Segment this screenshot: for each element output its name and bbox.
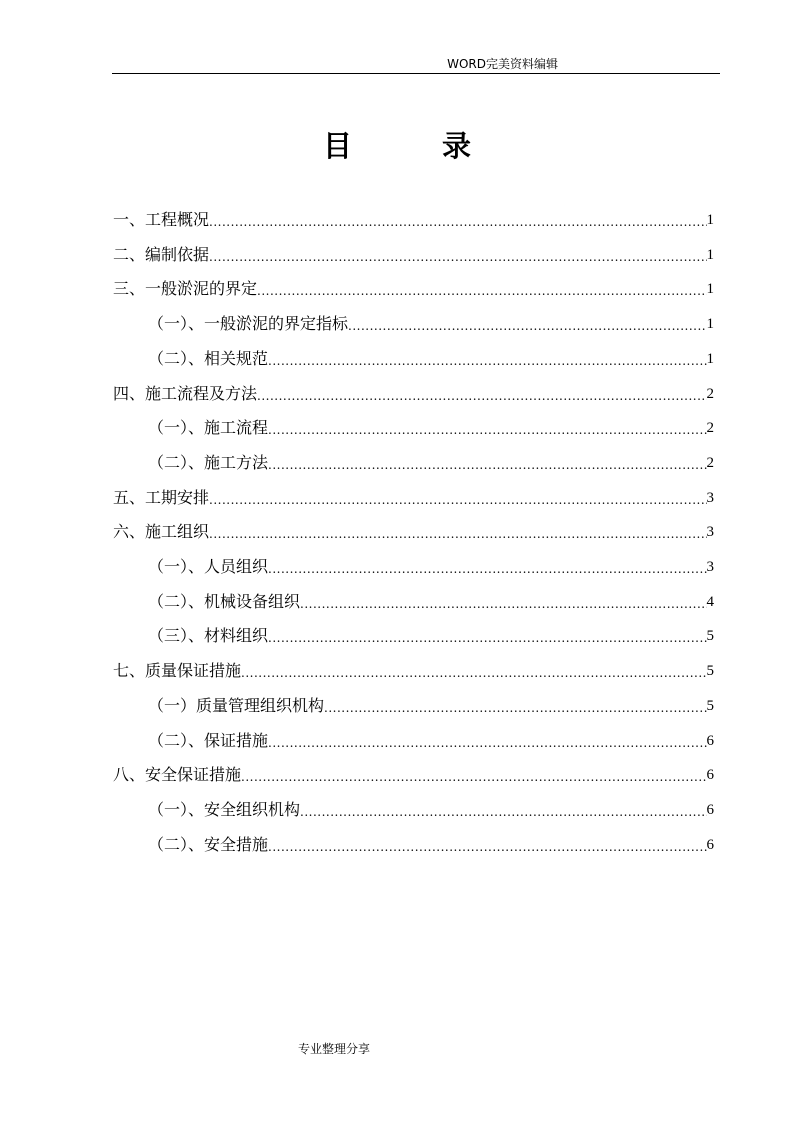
toc-entry-page-number: 1 (706, 350, 714, 367)
toc-entry-label: （二）、相关规范 (148, 348, 269, 368)
toc-entry-page-number: 2 (706, 454, 714, 471)
toc-entry-label: 七、质量保证措施 (113, 661, 242, 681)
toc-leader-dots (268, 420, 706, 440)
toc-leader-dots (348, 316, 706, 336)
page-header (112, 57, 720, 74)
toc-entry-label: （三）、材料组织 (148, 626, 269, 646)
toc-entry-page-number: 2 (706, 420, 714, 437)
toc-entry[interactable] (113, 238, 714, 272)
toc-entry-page-number: 1 (706, 316, 714, 333)
toc-leader-dots (300, 594, 706, 614)
toc-leader-dots (209, 490, 706, 510)
toc-leader-dots (209, 524, 706, 544)
toc-leader-dots (268, 351, 706, 371)
toc-entry-label: （二）、施工方法 (148, 452, 269, 472)
toc-entry[interactable] (148, 828, 714, 862)
toc-leader-dots (268, 733, 706, 753)
toc-leader-dots (300, 802, 706, 822)
toc-entry-label: （一）、一般淤泥的界定指标 (148, 314, 349, 334)
toc-leader-dots (268, 837, 706, 857)
toc-entry-page-number: 6 (706, 836, 714, 853)
toc-entry[interactable] (113, 758, 714, 792)
toc-leader-dots (209, 247, 706, 267)
toc-entry-page-number: 6 (706, 732, 714, 749)
toc-entry-label: （一）、施工流程 (148, 418, 269, 438)
toc-entry[interactable] (113, 515, 714, 549)
toc-entry-label: 四、施工流程及方法 (113, 383, 258, 403)
toc-entry-label: 五、工期安排 (113, 487, 210, 507)
toc-entry-label: （二）、保证措施 (148, 730, 269, 750)
toc-entry[interactable] (113, 481, 714, 515)
toc-entry[interactable] (148, 307, 714, 341)
toc-leader-dots (209, 212, 706, 232)
toc-entry-label: 一、工程概况 (113, 210, 210, 229)
toc-leader-dots (241, 767, 706, 787)
toc-entry-page-number: 3 (706, 524, 714, 541)
toc-leader-dots (268, 559, 706, 579)
toc-entry-page-number: 5 (706, 663, 714, 680)
toc-entry-page-number: 6 (706, 801, 714, 818)
toc-entry[interactable] (148, 793, 714, 827)
toc-entry[interactable] (148, 550, 714, 584)
toc-entry-label: （一）质量管理组织机构 (148, 695, 325, 715)
toc-entry-page-number: 6 (706, 767, 714, 784)
toc-entry-page-number: 3 (706, 489, 714, 506)
toc-entry[interactable] (148, 342, 714, 376)
toc-entry-page-number: 1 (706, 246, 714, 263)
toc-entry-label: 二、编制依据 (113, 244, 210, 264)
toc-entry[interactable] (148, 585, 714, 619)
toc-entry[interactable] (113, 272, 714, 306)
toc-entry-label: （二）、机械设备组织 (148, 591, 301, 611)
toc-entry-label: （一）、人员组织 (148, 557, 269, 576)
toc-entry[interactable] (148, 411, 714, 445)
toc-entry[interactable] (148, 689, 714, 723)
toc-entry-page-number: 3 (706, 559, 714, 575)
toc-entry-page-number: 2 (706, 385, 714, 402)
toc-leader-dots (324, 698, 706, 718)
toc-leader-dots (257, 386, 706, 406)
footer-text: 专业整理分享 (298, 1042, 371, 1056)
toc-leader-dots (268, 628, 706, 648)
toc-entry-label: （一）、安全组织机构 (148, 799, 301, 819)
toc-entry[interactable] (148, 619, 714, 653)
toc-entry[interactable] (148, 446, 714, 480)
toc-entry[interactable] (113, 377, 714, 411)
toc-leader-dots (257, 281, 706, 301)
header-text: WORD完美资料编辑 (447, 57, 558, 71)
toc-entry-label: （二）、安全措施 (148, 834, 269, 854)
toc-entry-page-number: 5 (706, 628, 714, 645)
toc-entry-label: 八、安全保证措施 (113, 765, 242, 785)
page-title: 目 录 (322, 129, 512, 163)
toc-entry-label: 三、一般淤泥的界定 (113, 279, 258, 299)
toc-entry[interactable] (113, 654, 714, 688)
toc-entry-page-number: 1 (706, 212, 714, 228)
toc-leader-dots (241, 663, 706, 683)
toc-entry[interactable] (113, 203, 714, 237)
toc-entry-page-number: 4 (706, 593, 714, 610)
toc-leader-dots (268, 455, 706, 475)
toc-entry-page-number: 1 (706, 281, 714, 298)
toc-entry-label: 六、施工组织 (113, 522, 210, 542)
toc-entry[interactable] (148, 724, 714, 758)
toc-entry-page-number: 5 (706, 697, 714, 714)
